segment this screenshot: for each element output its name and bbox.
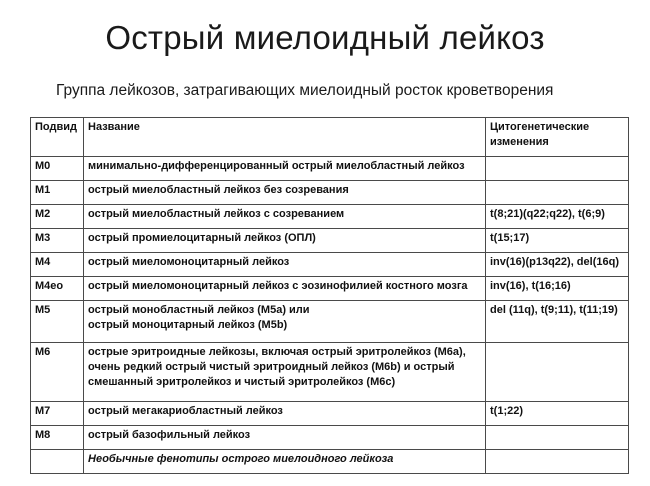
- aml-classification-table: [30, 117, 629, 474]
- page-subtitle: Группа лейкозов, затрагивающих миелоидный росток кроветворения: [56, 82, 554, 99]
- table-row: [31, 402, 629, 426]
- cell-name: острый миеломоноцитарный лейкоз с эозинофилией костного мозга: [84, 277, 486, 301]
- cell-cytogenetics: [486, 181, 629, 205]
- cell-subtype: [31, 450, 84, 474]
- table-row: [31, 277, 629, 301]
- cell-name-line: смешанный эритролейкоз и чистый эритролейкоз (M6c): [88, 376, 396, 388]
- cell-cytogenetics: [486, 426, 629, 450]
- cell-name-note: Необычные фенотипы острого миелоидного лейкоза: [84, 450, 486, 474]
- cell-cytogenetics: inv(16)(p13q22), del(16q): [486, 253, 629, 277]
- header-cytogenetics: Цитогенетические изменения: [486, 118, 629, 157]
- cell-name: [84, 343, 486, 402]
- cell-name: острый миеломоноцитарный лейкоз: [84, 253, 486, 277]
- cell-name: острый миелобластный лейкоз с созреванием: [84, 205, 486, 229]
- header-name: Название: [84, 118, 486, 157]
- page-title: Острый миелоидный лейкоз: [105, 19, 545, 56]
- cell-cytogenetics: t(15;17): [486, 229, 629, 253]
- cell-name: острый базофильный лейкоз: [84, 426, 486, 450]
- cell-subtype: M7: [31, 402, 84, 426]
- table-row: [31, 343, 629, 402]
- cell-cytogenetics: [486, 450, 629, 474]
- cell-cytogenetics: [486, 343, 629, 402]
- cell-name: минимально-дифференцированный острый миелобластный лейкоз: [84, 157, 486, 181]
- cell-subtype: M8: [31, 426, 84, 450]
- table-row: [31, 450, 629, 474]
- cell-cytogenetics: [486, 157, 629, 181]
- cell-cytogenetics: t(1;22): [486, 402, 629, 426]
- cell-subtype: M6: [31, 343, 84, 402]
- cell-name-line: очень редкий острый чистый эритроидный лейкоз (M6b) и острый: [88, 361, 455, 373]
- table-row: [31, 205, 629, 229]
- cell-subtype: M3: [31, 229, 84, 253]
- cell-name-line: острый монобластный лейкоз (M5a) или: [88, 304, 310, 316]
- cell-subtype: M2: [31, 205, 84, 229]
- table-row: [31, 229, 629, 253]
- cell-name-line: острые эритроидные лейкозы, включая острый эритролейкоз (M6a),: [88, 346, 466, 358]
- cell-subtype: M4eo: [31, 277, 84, 301]
- cell-subtype: M0: [31, 157, 84, 181]
- cell-name: [84, 301, 486, 343]
- table-row: [31, 301, 629, 343]
- cell-subtype: M1: [31, 181, 84, 205]
- table-row: [31, 157, 629, 181]
- table-row: [31, 253, 629, 277]
- header-subtype: Подвид: [31, 118, 84, 157]
- cell-name: острый миелобластный лейкоз без созревания: [84, 181, 486, 205]
- table-header-row: [31, 118, 629, 157]
- cell-name-line: острый моноцитарный лейкоз (M5b): [88, 319, 288, 331]
- cell-cytogenetics: del (11q), t(9;11), t(11;19): [486, 301, 629, 343]
- table-row: [31, 426, 629, 450]
- cell-name: острый промиелоцитарный лейкоз (ОПЛ): [84, 229, 486, 253]
- table-row: [31, 181, 629, 205]
- cell-cytogenetics: inv(16), t(16;16): [486, 277, 629, 301]
- cell-subtype: M5: [31, 301, 84, 343]
- cell-subtype: M4: [31, 253, 84, 277]
- cell-name: острый мегакариобластный лейкоз: [84, 402, 486, 426]
- cell-cytogenetics: t(8;21)(q22;q22), t(6;9): [486, 205, 629, 229]
